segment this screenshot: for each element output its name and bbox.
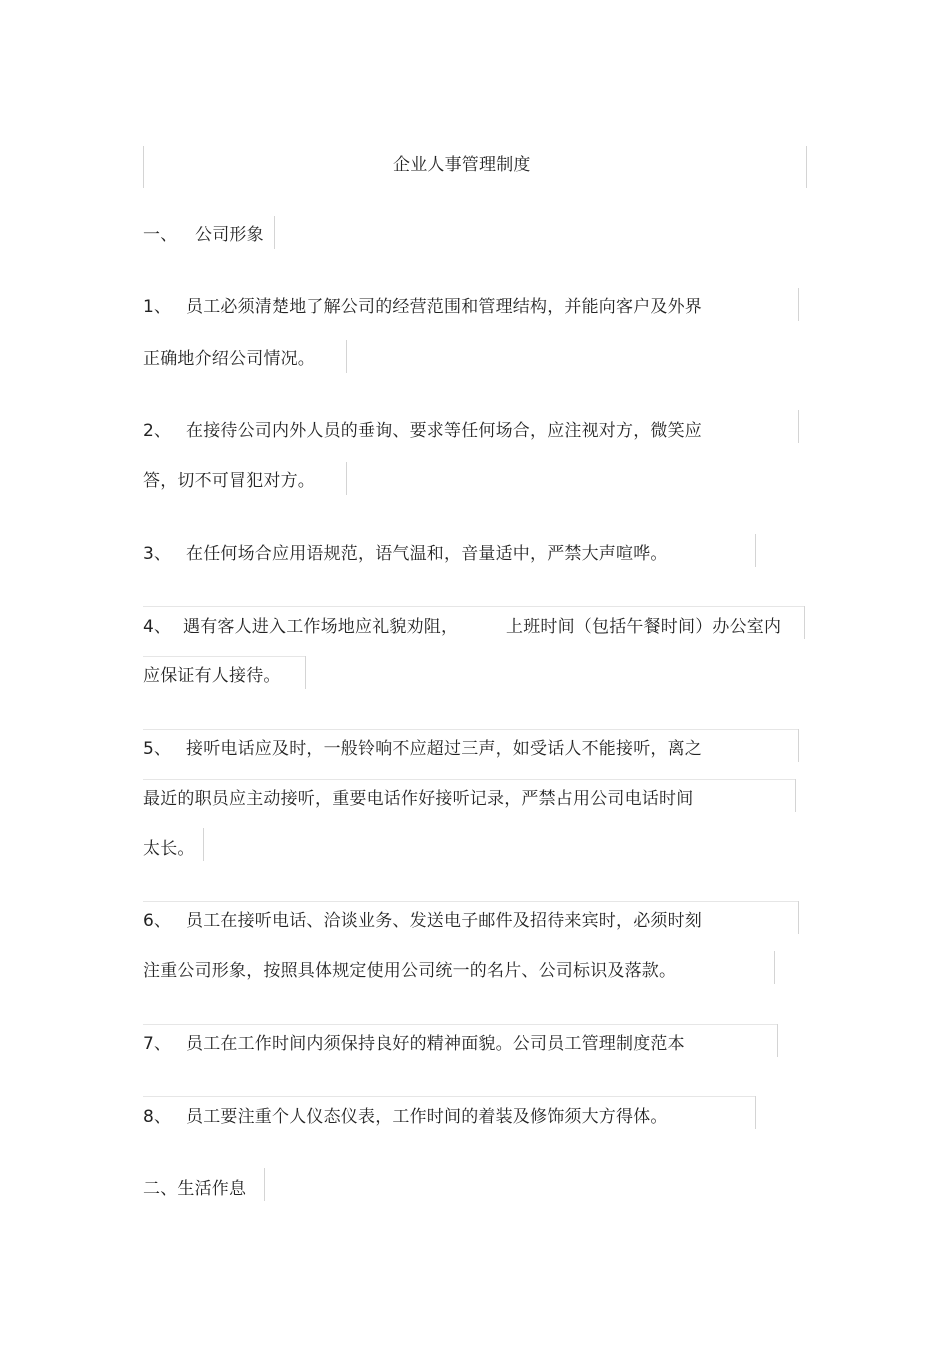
list-item [143,1033,685,1055]
border-line [774,951,775,984]
item-text: 应保证有人接待。 [143,666,281,686]
border-line [798,410,799,443]
item-number: 7、 [143,1034,172,1054]
border-line [274,216,275,249]
list-item [143,910,702,932]
border-line [305,656,306,689]
list-item [143,420,702,442]
list-item [143,738,702,760]
item-text: 注重公司形象，按照具体规定使用公司统一的名片、公司标识及落款。 [143,961,677,981]
border-line [143,1024,777,1025]
item-text: 员工要注重个人仪态仪表，工作时间的着装及修饰须大方得体。 [186,1107,668,1127]
border-line [755,1096,756,1129]
border-line [264,1168,265,1201]
list-item [143,543,668,565]
border-line [143,1096,755,1097]
border-line [143,606,805,607]
border-line [346,462,347,495]
item-text: 正确地介绍公司情况。 [143,349,315,369]
list-item [143,616,458,638]
border-line [143,146,144,188]
item-text: 员工必须清楚地了解公司的经营范围和管理结构，并能向客户及外界 [186,297,702,317]
list-item [143,1106,668,1128]
item-text: 上班时间（包括午餐时间）办公室内 [506,617,782,637]
item-text: 接听电话应及时，一般铃响不应超过三声，如受话人不能接听，离之 [186,739,702,759]
item-number: 3、 [143,544,172,564]
item-text: 太长。 [143,839,195,859]
border-line [203,828,204,861]
item-text: 在接待公司内外人员的垂询、要求等任何场合，应注视对方，微笑应 [186,421,702,441]
border-line [777,1024,778,1057]
document-title: 企业人事管理制度 [393,155,531,175]
border-line [143,901,798,902]
item-number: 6、 [143,911,172,931]
border-line [806,146,807,188]
item-text: 员工在接听电话、洽谈业务、发送电子邮件及招待来宾时，必须时刻 [186,911,702,931]
item-number: 5、 [143,739,172,759]
item-number: 2、 [143,421,172,441]
item-text: 员工在工作时间内须保持良好的精神面貌。公司员工管理制度范本 [186,1034,685,1054]
item-text: 答，切不可冒犯对方。 [143,471,315,491]
section-heading: 公司形象 [195,225,264,245]
border-line [795,779,796,812]
border-line [346,340,347,373]
border-line [798,901,799,934]
item-number: 8、 [143,1107,172,1127]
border-line [798,729,799,762]
border-line [804,606,805,639]
item-number: 4、 [143,617,172,637]
item-number: 1、 [143,297,172,317]
section-number: 一、 [143,225,178,245]
item-text: 在任何场合应用语规范，语气温和，音量适中，严禁大声喧哗。 [186,544,668,564]
item-text: 遇有客人进入工作场地应礼貌劝阻， [183,617,459,637]
border-line [143,656,305,657]
border-line [798,288,799,321]
border-line [143,729,798,730]
border-line [143,779,795,780]
section-heading: 二、生活作息 [143,1179,247,1199]
border-line [755,534,756,567]
item-text: 最近的职员应主动接听，重要电话作好接听记录，严禁占用公司电话时间 [143,789,694,809]
list-item [143,296,702,318]
